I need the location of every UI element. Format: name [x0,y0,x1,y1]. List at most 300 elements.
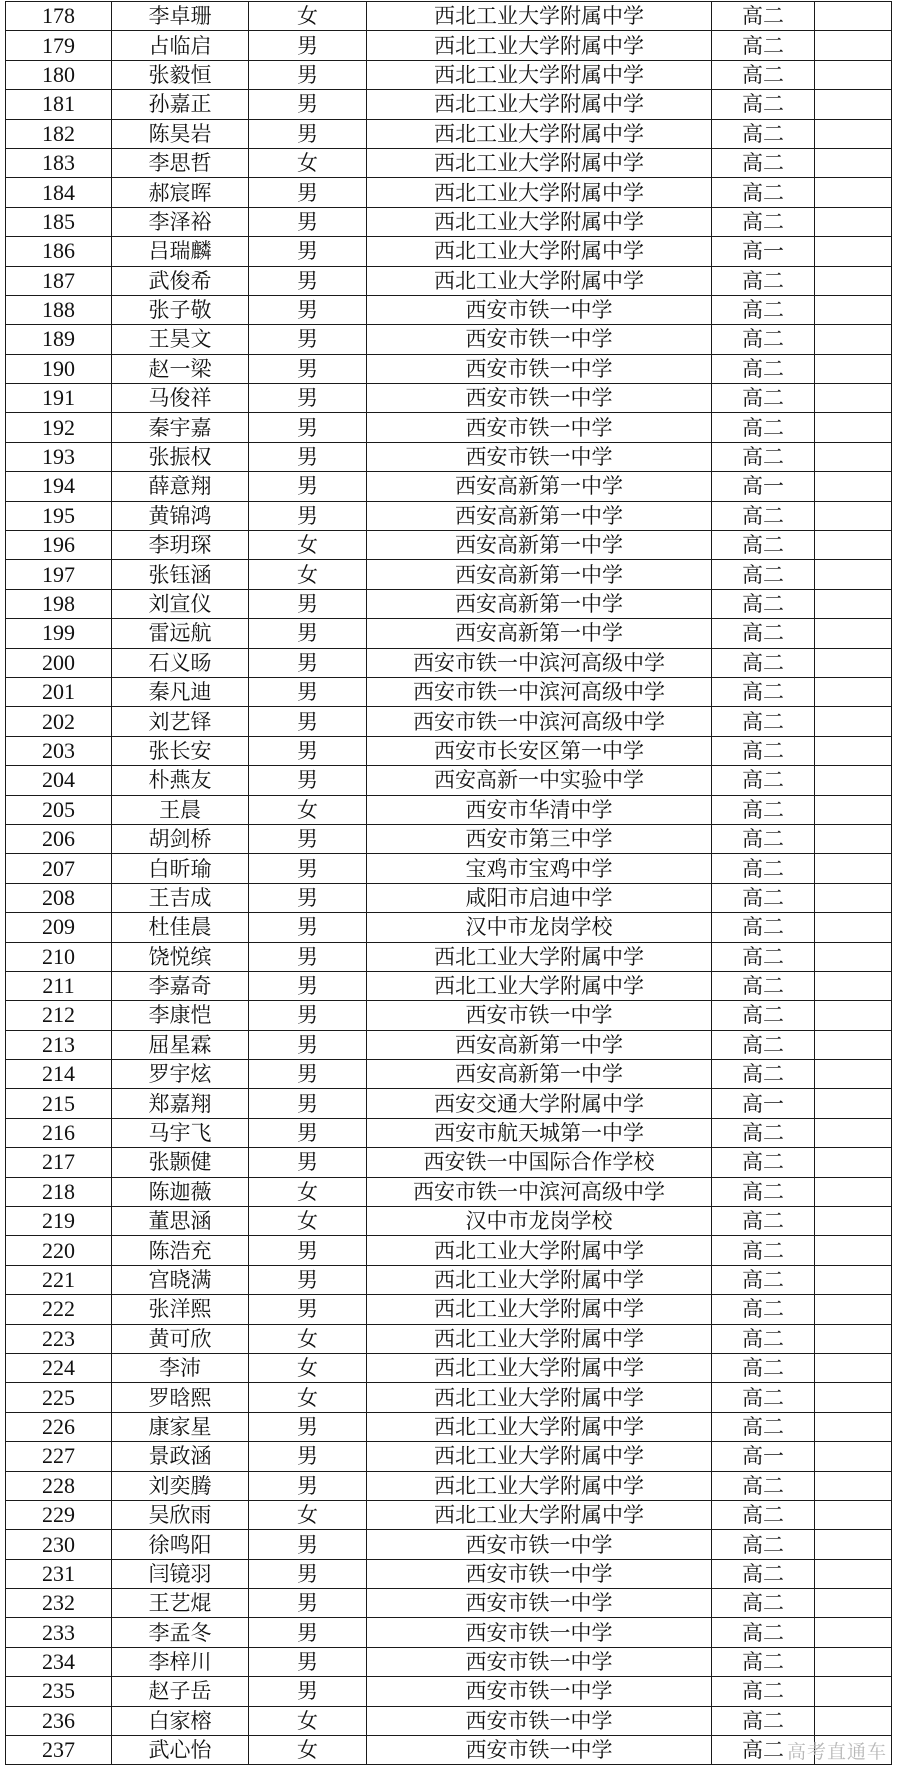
gender-cell: 男 [249,1001,367,1030]
school-name-cell: 汉中市龙岗学校 [367,913,712,942]
row-number-cell: 182 [6,119,112,148]
grade-cell: 高二 [712,384,815,413]
school-name-cell: 西安市铁一中学 [367,442,712,471]
grade-cell: 高二 [712,1001,815,1030]
row-number-cell: 213 [6,1030,112,1059]
student-name-cell: 王吉成 [112,883,249,912]
school-name-cell: 西北工业大学附属中学 [367,1442,712,1471]
blank-cell [815,589,892,618]
gender-cell: 男 [249,648,367,677]
grade-cell: 高二 [712,413,815,442]
student-name-cell: 马俊祥 [112,384,249,413]
table-row [6,413,892,442]
blank-cell [815,883,892,912]
row-number-cell: 188 [6,295,112,324]
student-name-cell: 陈昊岩 [112,119,249,148]
row-number-cell: 200 [6,648,112,677]
school-name-cell: 西北工业大学附属中学 [367,90,712,119]
row-number-cell: 205 [6,795,112,824]
student-name-cell: 李玥琛 [112,531,249,560]
gender-cell: 男 [249,1089,367,1118]
row-number-cell: 196 [6,531,112,560]
row-number-cell: 232 [6,1589,112,1618]
student-name-cell: 郑嘉翔 [112,1089,249,1118]
gender-cell: 女 [249,1706,367,1735]
gender-cell: 男 [249,766,367,795]
table-row [6,1618,892,1647]
grade-cell: 高二 [712,1148,815,1177]
grade-cell: 高二 [712,531,815,560]
grade-cell: 高二 [712,442,815,471]
grade-cell: 高二 [712,824,815,853]
school-name-cell: 西安市铁一中学 [367,1706,712,1735]
blank-cell [815,1207,892,1236]
gender-cell: 男 [249,913,367,942]
school-name-cell: 西北工业大学附属中学 [367,148,712,177]
row-number-cell: 209 [6,913,112,942]
student-name-cell: 张钰涵 [112,560,249,589]
student-name-cell: 李卓珊 [112,2,249,31]
table-row [6,1089,892,1118]
table-row [6,942,892,971]
blank-cell [815,90,892,119]
row-number-cell: 226 [6,1412,112,1441]
row-number-cell: 179 [6,31,112,60]
table-row [6,883,892,912]
table-row [6,1265,892,1294]
grade-cell: 高二 [712,648,815,677]
student-name-cell: 赵子岳 [112,1677,249,1706]
blank-cell [815,384,892,413]
school-name-cell: 西安市铁一中学 [367,1530,712,1559]
row-number-cell: 216 [6,1118,112,1147]
student-name-cell: 王昊文 [112,325,249,354]
blank-cell [815,736,892,765]
student-name-cell: 张毅恒 [112,60,249,89]
gender-cell: 男 [249,1265,367,1294]
gender-cell: 女 [249,560,367,589]
row-number-cell: 191 [6,384,112,413]
table-row [6,1207,892,1236]
blank-cell [815,1177,892,1206]
table-row [6,1559,892,1588]
gender-cell: 男 [249,413,367,442]
school-name-cell: 西北工业大学附属中学 [367,207,712,236]
student-name-cell: 秦宇嘉 [112,413,249,442]
student-name-cell: 屈星霖 [112,1030,249,1059]
grade-cell: 高二 [712,736,815,765]
table-row [6,1177,892,1206]
row-number-cell: 211 [6,971,112,1000]
grade-cell: 高二 [712,60,815,89]
row-number-cell: 186 [6,237,112,266]
table-row [6,178,892,207]
grade-cell: 高二 [712,1589,815,1618]
grade-cell: 高二 [712,1530,815,1559]
blank-cell [815,795,892,824]
student-roster-table [5,1,892,1765]
grade-cell: 高二 [712,501,815,530]
blank-cell [815,237,892,266]
grade-cell: 高二 [712,1618,815,1647]
row-number-cell: 223 [6,1324,112,1353]
gender-cell: 男 [249,501,367,530]
student-name-cell: 黄锦鸿 [112,501,249,530]
student-name-cell: 胡剑桥 [112,824,249,853]
student-name-cell: 占临启 [112,31,249,60]
school-name-cell: 西安市航天城第一中学 [367,1118,712,1147]
school-name-cell: 西安交通大学附属中学 [367,1089,712,1118]
table-row [6,1647,892,1676]
row-number-cell: 207 [6,854,112,883]
school-name-cell: 西安高新第一中学 [367,501,712,530]
grade-cell: 高二 [712,31,815,60]
blank-cell [815,472,892,501]
grade-cell: 高二 [712,1647,815,1676]
blank-cell [815,1030,892,1059]
student-name-cell: 张振权 [112,442,249,471]
row-number-cell: 230 [6,1530,112,1559]
school-name-cell: 西安市铁一中学 [367,1589,712,1618]
gender-cell: 男 [249,178,367,207]
student-name-cell: 徐鸣阳 [112,1530,249,1559]
table-row [6,1471,892,1500]
table-row [6,707,892,736]
blank-cell [815,1647,892,1676]
school-name-cell: 西北工业大学附属中学 [367,1412,712,1441]
blank-cell [815,1706,892,1735]
student-name-cell: 刘宣仪 [112,589,249,618]
row-number-cell: 206 [6,824,112,853]
student-name-cell: 宫晓满 [112,1265,249,1294]
student-name-cell: 饶悦缤 [112,942,249,971]
blank-cell [815,1353,892,1382]
blank-cell [815,707,892,736]
school-name-cell: 西北工业大学附属中学 [367,1353,712,1382]
table-row [6,619,892,648]
row-number-cell: 197 [6,560,112,589]
grade-cell: 高二 [712,883,815,912]
table-row [6,1736,892,1765]
blank-cell [815,207,892,236]
gender-cell: 男 [249,824,367,853]
row-number-cell: 178 [6,2,112,31]
student-name-cell: 李嘉奇 [112,971,249,1000]
student-name-cell: 秦凡迪 [112,677,249,706]
student-name-cell: 罗晗熙 [112,1383,249,1412]
student-name-cell: 郝宸晖 [112,178,249,207]
school-name-cell: 西安高新第一中学 [367,1030,712,1059]
grade-cell: 高一 [712,472,815,501]
row-number-cell: 212 [6,1001,112,1030]
school-name-cell: 宝鸡市宝鸡中学 [367,854,712,883]
blank-cell [815,2,892,31]
row-number-cell: 184 [6,178,112,207]
table-row [6,1295,892,1324]
row-number-cell: 210 [6,942,112,971]
school-name-cell: 西北工业大学附属中学 [367,942,712,971]
gender-cell: 男 [249,942,367,971]
blank-cell [815,354,892,383]
student-name-cell: 康家星 [112,1412,249,1441]
gender-cell: 男 [249,589,367,618]
gender-cell: 男 [249,1295,367,1324]
grade-cell: 高二 [712,589,815,618]
student-name-cell: 石义旸 [112,648,249,677]
school-name-cell: 西北工业大学附属中学 [367,1500,712,1529]
blank-cell [815,913,892,942]
student-name-cell: 刘奕腾 [112,1471,249,1500]
school-name-cell: 西安市铁一中学 [367,295,712,324]
gender-cell: 女 [249,1207,367,1236]
grade-cell: 高二 [712,90,815,119]
row-number-cell: 180 [6,60,112,89]
gender-cell: 女 [249,2,367,31]
student-name-cell: 孙嘉正 [112,90,249,119]
gender-cell: 男 [249,1442,367,1471]
table-row [6,1589,892,1618]
gender-cell: 男 [249,1618,367,1647]
roster-body [6,2,892,1765]
gender-cell: 男 [249,237,367,266]
blank-cell [815,148,892,177]
grade-cell: 高二 [712,766,815,795]
row-number-cell: 218 [6,1177,112,1206]
row-number-cell: 222 [6,1295,112,1324]
blank-cell [815,1500,892,1529]
table-row [6,31,892,60]
table-row [6,1530,892,1559]
school-name-cell: 西北工业大学附属中学 [367,971,712,1000]
table-row [6,119,892,148]
row-number-cell: 237 [6,1736,112,1765]
student-name-cell: 王晨 [112,795,249,824]
table-row [6,913,892,942]
grade-cell: 高二 [712,1030,815,1059]
student-name-cell: 张长安 [112,736,249,765]
school-name-cell: 西安市铁一中滨河高级中学 [367,707,712,736]
school-name-cell: 咸阳市启迪中学 [367,883,712,912]
row-number-cell: 194 [6,472,112,501]
gender-cell: 男 [249,1236,367,1265]
school-name-cell: 西北工业大学附属中学 [367,60,712,89]
blank-cell [815,295,892,324]
school-name-cell: 西安市长安区第一中学 [367,736,712,765]
grade-cell: 高二 [712,2,815,31]
gender-cell: 男 [249,266,367,295]
blank-cell [815,325,892,354]
student-name-cell: 李沛 [112,1353,249,1382]
row-number-cell: 219 [6,1207,112,1236]
student-name-cell: 黄可欣 [112,1324,249,1353]
student-name-cell: 王艺焜 [112,1589,249,1618]
school-name-cell: 西安市铁一中学 [367,1001,712,1030]
school-name-cell: 西安市铁一中滨河高级中学 [367,677,712,706]
watermark-text: 高考直通车 [786,1741,887,1763]
table-row [6,560,892,589]
student-name-cell: 董思涵 [112,1207,249,1236]
row-number-cell: 227 [6,1442,112,1471]
table-row [6,1677,892,1706]
table-row [6,1030,892,1059]
blank-cell [815,119,892,148]
table-row [6,1001,892,1030]
student-name-cell: 陈浩充 [112,1236,249,1265]
student-name-cell: 李泽裕 [112,207,249,236]
table-row [6,1118,892,1147]
blank-cell [815,531,892,560]
blank-cell [815,1559,892,1588]
gender-cell: 男 [249,677,367,706]
gender-cell: 男 [249,295,367,324]
school-name-cell: 西北工业大学附属中学 [367,31,712,60]
row-number-cell: 185 [6,207,112,236]
school-name-cell: 西北工业大学附属中学 [367,1471,712,1500]
row-number-cell: 208 [6,883,112,912]
blank-cell [815,413,892,442]
row-number-cell: 195 [6,501,112,530]
gender-cell: 女 [249,148,367,177]
school-name-cell: 西安高新一中实验中学 [367,766,712,795]
table-row [6,1148,892,1177]
grade-cell: 高二 [712,1060,815,1089]
grade-cell: 高二 [712,1559,815,1588]
gender-cell: 女 [249,1353,367,1382]
grade-cell: 高二 [712,913,815,942]
grade-cell: 高二 [712,148,815,177]
blank-cell [815,854,892,883]
gender-cell: 男 [249,31,367,60]
table-row [6,501,892,530]
gender-cell: 男 [249,1530,367,1559]
gender-cell: 男 [249,971,367,1000]
gender-cell: 男 [249,854,367,883]
student-name-cell: 刘艺铎 [112,707,249,736]
table-row [6,1442,892,1471]
blank-cell [815,501,892,530]
student-name-cell: 张洋熙 [112,1295,249,1324]
gender-cell: 男 [249,119,367,148]
blank-cell [815,1118,892,1147]
student-name-cell: 李康恺 [112,1001,249,1030]
table-row [6,148,892,177]
gender-cell: 女 [249,1383,367,1412]
gender-cell: 女 [249,531,367,560]
blank-cell [815,1324,892,1353]
school-name-cell: 西安高新第一中学 [367,619,712,648]
student-name-cell: 朴燕友 [112,766,249,795]
table-row [6,795,892,824]
grade-cell: 高二 [712,942,815,971]
student-name-cell: 吴欣雨 [112,1500,249,1529]
student-name-cell: 武俊希 [112,266,249,295]
school-name-cell: 西安市铁一中滨河高级中学 [367,648,712,677]
table-row [6,295,892,324]
school-name-cell: 西安市铁一中学 [367,384,712,413]
gender-cell: 男 [249,1118,367,1147]
student-name-cell: 杜佳晨 [112,913,249,942]
gender-cell: 男 [249,619,367,648]
grade-cell: 高二 [712,619,815,648]
gender-cell: 女 [249,795,367,824]
grade-cell: 高二 [712,1706,815,1735]
gender-cell: 男 [249,442,367,471]
blank-cell [815,1383,892,1412]
blank-cell [815,1236,892,1265]
blank-cell [815,266,892,295]
table-row [6,1412,892,1441]
row-number-cell: 236 [6,1706,112,1735]
student-name-cell: 闫镜羽 [112,1559,249,1588]
gender-cell: 男 [249,1030,367,1059]
blank-cell [815,1265,892,1294]
grade-cell: 高一 [712,1089,815,1118]
student-name-cell: 罗宇炫 [112,1060,249,1089]
student-name-cell: 白昕瑜 [112,854,249,883]
grade-cell: 高二 [712,677,815,706]
school-name-cell: 西安高新第一中学 [367,589,712,618]
gender-cell: 女 [249,1736,367,1765]
row-number-cell: 214 [6,1060,112,1089]
grade-cell: 高二 [712,560,815,589]
table-row [6,1324,892,1353]
grade-cell: 高二 [712,1265,815,1294]
school-name-cell: 西北工业大学附属中学 [367,266,712,295]
table-row [6,325,892,354]
table-row [6,207,892,236]
grade-cell: 高二 [712,295,815,324]
row-number-cell: 181 [6,90,112,119]
table-row [6,2,892,31]
gender-cell: 男 [249,1559,367,1588]
grade-cell: 高二 [712,1236,815,1265]
blank-cell [815,31,892,60]
gender-cell: 女 [249,1500,367,1529]
blank-cell [815,1471,892,1500]
grade-cell: 高二 [712,178,815,207]
row-number-cell: 233 [6,1618,112,1647]
blank-cell [815,971,892,1000]
table-row [6,472,892,501]
table-row [6,854,892,883]
table-row [6,1383,892,1412]
row-number-cell: 215 [6,1089,112,1118]
blank-cell [815,942,892,971]
table-row [6,237,892,266]
gender-cell: 男 [249,90,367,119]
grade-cell: 高二 [712,1207,815,1236]
school-name-cell: 西安市铁一中学 [367,325,712,354]
gender-cell: 男 [249,354,367,383]
table-row [6,677,892,706]
gender-cell: 男 [249,60,367,89]
table-row [6,971,892,1000]
row-number-cell: 187 [6,266,112,295]
grade-cell: 高二 [712,1412,815,1441]
gender-cell: 男 [249,1677,367,1706]
school-name-cell: 西安高新第一中学 [367,560,712,589]
grade-cell: 高二 [712,1736,815,1765]
school-name-cell: 西北工业大学附属中学 [367,178,712,207]
table-row [6,384,892,413]
table-row [6,766,892,795]
grade-cell: 高二 [712,1353,815,1382]
school-name-cell: 西安市华清中学 [367,795,712,824]
school-name-cell: 西安市铁一中学 [367,1647,712,1676]
grade-cell: 高二 [712,1324,815,1353]
school-name-cell: 西北工业大学附属中学 [367,1324,712,1353]
grade-cell: 高二 [712,1118,815,1147]
